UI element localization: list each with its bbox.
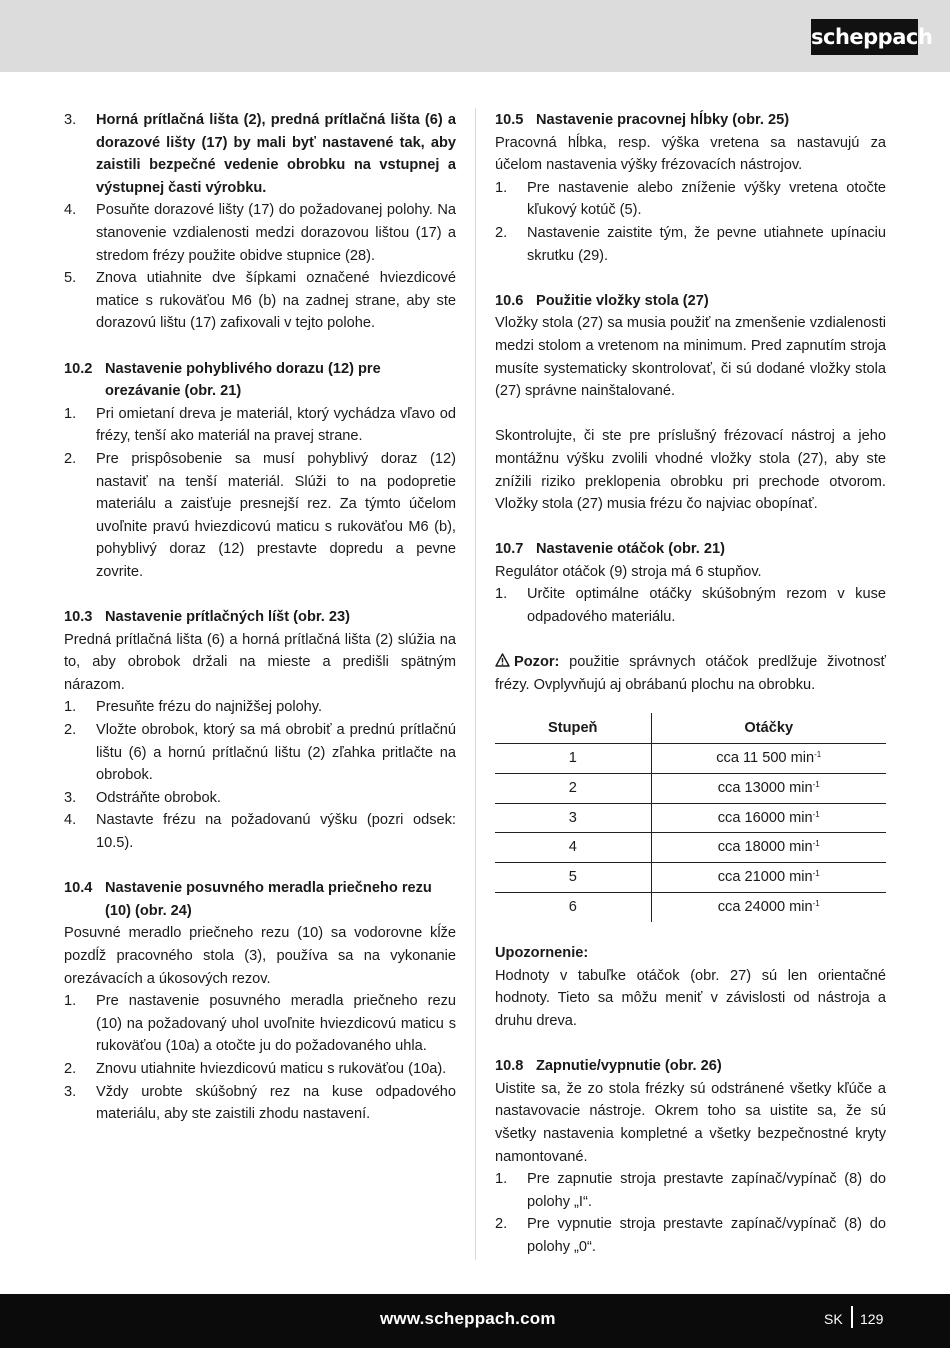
list-item: 3. Vždy urobte skúšobný rez na kuse odpadového materiálu, aby ste zaistili zhodu nastavení.	[64, 1083, 456, 1123]
footer-url-link[interactable]: www.scheppach.com	[380, 1309, 556, 1328]
section-intro: Posuvné meradlo priečneho rezu (10) sa vodorovne kĺže pozdĺž pracovného stola (3), používa sa na vykonanie orezávacích a úkosových rezov.	[64, 925, 456, 987]
list-item: 1. Určite optimálne otáčky skúšobným rezom v kuse odpadového materiálu.	[495, 586, 886, 626]
speed-table	[495, 713, 886, 922]
section-heading-10-7: 10.7 Nastavenie otáčok (obr. 21)	[495, 541, 725, 558]
steps-10-8	[495, 1168, 886, 1258]
footer-language: SK	[824, 1311, 843, 1327]
section-heading-10-5: 10.5 Nastavenie pracovnej hĺbky (obr. 25)	[495, 112, 790, 128]
table-row: 1 cca 11 500 $\min^{-1}$	[495, 743, 886, 773]
list-item-text: Znova utiahnite dve šípkami označené hviezdicové matice s rukoväťou M6 (b) na zadnej strane, aby ste dorazovú lištu (17) zafixovali v tejto polohe.	[96, 270, 456, 332]
list-item: 4. Nastavte frézu na požadovanú výšku (pozri odsek: 10.5).	[64, 812, 456, 851]
table-row: 5 cca 21000 $\min^{-1}$	[495, 863, 886, 893]
section-intro: Predná prítlačná lišta (6) a horná prítlačná lišta (2) slúžia na to, aby obrobok držali na mieste a predišli spätným nárazom.	[64, 631, 456, 693]
steps-10-7	[495, 583, 886, 628]
note-label: Upozornenie:	[495, 945, 589, 962]
page-number: 129	[860, 1311, 884, 1327]
right-column	[495, 109, 886, 1259]
paragraph: Skontrolujte, či ste pre príslušný frézovací nástroj a jeho montážnu výšku zvolili vhodné vložky stola (27), aby ste znížili riziko preklopenia obrobku pri prechode otvorom. Vložky stola (27) musia frézu čo najviac obopínať.	[495, 428, 886, 513]
warning-paragraph	[495, 651, 886, 696]
section-heading-10-4: 10.4 Nastavenie posuvného meradla priečneho rezu (10) (obr. 24)	[64, 880, 432, 919]
table-header-speed: Otáčky	[651, 713, 886, 743]
list-item: 2. Pre vypnutie stroja prestavte zapínač/vypínač (8) do polohy „0“.	[495, 1216, 886, 1255]
footer-separator	[851, 1306, 853, 1328]
table-row: 3 cca 16000 $\min^{-1}$	[495, 803, 886, 833]
list-item: 1. Pre nastavenie alebo zníženie výšky vretena otočte kľukový kotúč (5).	[495, 179, 886, 219]
column-divider	[475, 108, 476, 1260]
steps-10-4	[64, 990, 456, 1126]
table-row: 2 cca 13000 $\min^{-1}$	[495, 773, 886, 803]
warning-text: použitie správnych otáčok predlžuje životnosť frézy. Ovplyvňujú aj obrábanú plochu na obrobku.	[495, 654, 886, 693]
list-item: 1. Pre zapnutie stroja prestavte zapínač/vypínač (8) do polohy „I“.	[495, 1171, 886, 1210]
section-intro: Pracovná hĺbka, resp. výška vretena sa nastavujú za účelom nastavenia výšky frézovacích nástrojov.	[495, 134, 886, 174]
warning-label: Pozor:	[514, 654, 560, 671]
left-column	[64, 109, 456, 1126]
table-row: 4 cca 18000 $\min^{-1}$	[495, 833, 886, 863]
list-item: 2. Vložte obrobok, ktorý sa má obrobiť a prednú prítlačnú lištu (6) a hornú prítlačnú lištu (2) zľahka pritlačte na obrobok.	[64, 722, 456, 784]
section-heading-10-6: 10.6 Použitie vložky stola (27)	[495, 292, 709, 309]
section-heading-10-2: 10.2 Nastavenie pohyblivého dorazu (12) pre orezávanie (obr. 21)	[64, 360, 381, 400]
footer-bar	[0, 1294, 950, 1348]
list-item: 3. Horná prítlačná lišta (2), predná prítlačná lišta (6) a dorazové lišty (17) by mali byť nastavené tak, aby zaistili bezpečné vedenie obrobku na vstupnej a výstupnej časti výrobku.	[64, 109, 456, 199]
list-item: 2. Pre prispôsobenie sa musí pohyblivý doraz (12) nastaviť na tenší materiál. Slúži to na podopretie materiálu a zaisťuje presnejší rez. Za týmto účelom uvoľnite pravú hviezdicovú maticu s rukoväťou M6 (b), pohyblivý doraz (12) prestavte dopredu a pevne zovrite.	[64, 450, 456, 580]
list-item-text: Horná prítlačná lišta (2), predná prítlačná lišta (6) a dorazové lišty (17) by mali byť nastavené tak, aby zaistili bezpečné vedenie obrobku na vstupnej a výstupnej časti výrobku.	[96, 112, 456, 196]
section-intro: Uistite sa, že zo stola frézky sú odstránené všetky kľúče a nastavovacie nástroje. Okrem toho sa uistite sa, že sú všetky nastavenia kompletné a všetky bezpečnostné kryty namontované.	[495, 1080, 886, 1165]
list-item: 2. Nastavenie zaistite tým, že pevne utiahnete upínaciu skrutku (29).	[495, 224, 886, 264]
steps-10-2	[64, 403, 456, 584]
header-bar	[0, 0, 950, 72]
list-item: 2. Znovu utiahnite hviezdicovú maticu s rukoväťou (10a).	[64, 1060, 447, 1077]
section-heading-10-8: 10.8 Zapnutie/vypnutie (obr. 26)	[495, 1058, 722, 1075]
list-item: 1. Pre nastavenie posuvného meradla priečneho rezu (10) na požadovaný uhol uvoľnite hviezdicovú maticu s rukoväťou (10a) a otočte ju do požadovaného uhla.	[64, 993, 456, 1055]
list-item: 3. Odstráňte obrobok.	[64, 789, 221, 806]
list-item: 1. Pri omietaní dreva je materiál, ktorý vychádza vľavo od frézy, tenší ako materiál na pravej strane.	[64, 405, 456, 445]
list-item: 5. Znova utiahnite dve šípkami označené hviezdicové matice s rukoväťou M6 (b) na zadnej strane, aby ste dorazovú lištu (17) zafixovali v tejto polohe.	[64, 267, 456, 335]
steps-10-3	[64, 696, 456, 854]
list-item: 1. Presuňte frézu do najnižšej polohy.	[64, 699, 323, 716]
steps-10-5	[495, 177, 886, 267]
section-heading-10-3: 10.3 Nastavenie prítlačných líšt (obr. 23)	[64, 609, 350, 626]
table-header-stage: Stupeň	[495, 713, 651, 743]
list-item: 4. Posuňte dorazové lišty (17) do požadovanej polohy. Na stanovenie vzdialenosti medzi dorazovou lištou (17) a stredom frézy použite obidve stupnice (28).	[64, 199, 456, 267]
fence-steps-list	[64, 109, 456, 335]
section-intro: Regulátor otáčok (9) stroja má 6 stupňov.	[495, 563, 762, 580]
brand-logo: scheppach	[811, 19, 918, 55]
list-item-text: Posuňte dorazové lišty (17) do požadovanej polohy. Na stanovenie vzdialenosti medzi dorazovou lištou (17) a stredom frézy použite obidve stupnice (28).	[96, 202, 456, 264]
table-row: 6 cca 24000 $\min^{-1}$	[495, 892, 886, 922]
note-text: Hodnoty v tabuľke otáčok (obr. 27) sú len orientačné hodnoty. Tieto sa môžu meniť v závislosti od nástroja a druhu dreva.	[495, 967, 886, 1029]
paragraph: Vložky stola (27) sa musia použiť na zmenšenie vzdialenosti medzi stolom a vretenom na minimum. Pred zapnutím stroja musíte systematicky skontrolovať, či sú dodané vložky stola (27) správne nainštalované.	[495, 315, 886, 400]
warning-triangle-icon	[495, 653, 510, 667]
